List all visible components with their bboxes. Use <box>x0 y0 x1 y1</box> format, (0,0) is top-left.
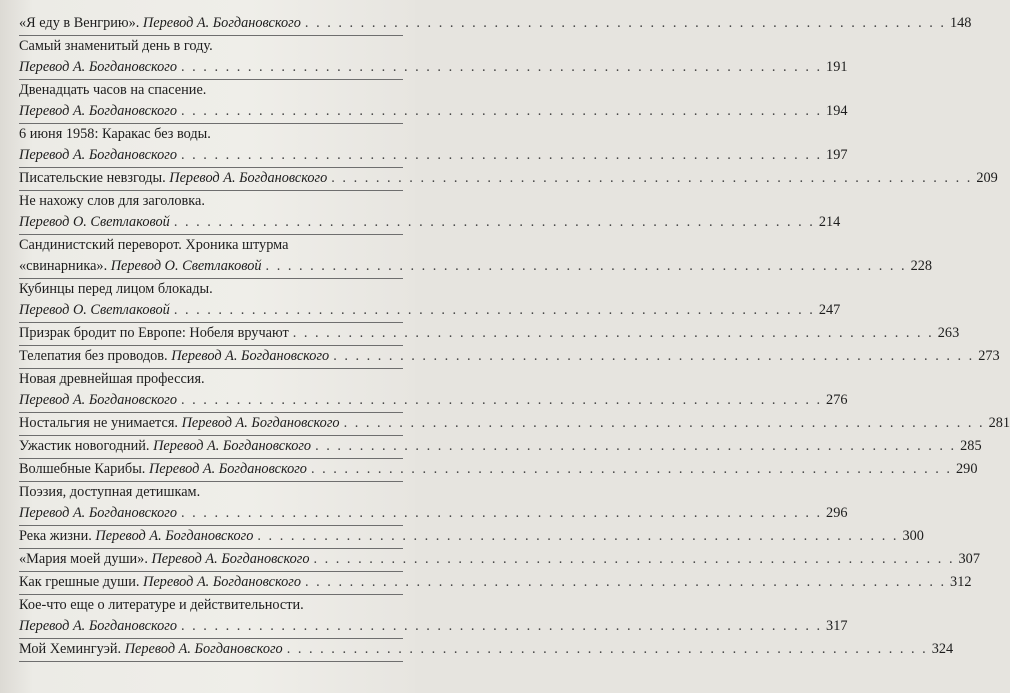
toc-entry-translator: Перевод А. Богдановского <box>19 147 177 163</box>
toc-entry-text <box>19 279 213 300</box>
toc-entry-title: Писательские невзгоды. <box>19 170 166 186</box>
page-number: 194 <box>826 103 848 119</box>
toc-entry-text <box>19 101 177 122</box>
toc-entry-translator: Перевод А. Богдановского <box>19 59 177 75</box>
toc-entry-text <box>19 595 304 616</box>
toc-line <box>19 279 403 300</box>
toc-line <box>19 390 848 411</box>
toc-line <box>19 13 972 34</box>
toc-entry <box>19 36 848 80</box>
page-number: 317 <box>826 618 848 634</box>
toc-entry-text <box>19 346 329 367</box>
toc-entry-translator: Перевод А. Богдановского <box>169 170 328 186</box>
toc-entry <box>19 572 972 595</box>
toc-line <box>19 413 1010 434</box>
toc-entry <box>19 168 998 191</box>
toc-line <box>19 300 841 321</box>
toc-entry-translator: Перевод А. Богдановского <box>124 641 283 657</box>
page-number: 285 <box>960 438 982 454</box>
toc-entry-text <box>19 256 262 277</box>
toc-entry-title: Ностальгия не унимается. <box>19 415 178 431</box>
toc-entry-title: Сандинистский переворот. Хроника штурма <box>19 237 289 253</box>
toc-entry-translator: Перевод А. Богдановского <box>19 505 177 521</box>
toc-entry-translator: Перевод О. Светлаковой <box>19 302 170 318</box>
toc-entry-title: Призрак бродит по Европе: Нобеля вручают <box>19 325 289 341</box>
toc-line <box>19 101 848 122</box>
toc-line <box>19 369 403 390</box>
toc-entry-title: 6 июня 1958: Каракас без воды. <box>19 126 211 142</box>
toc-entry-text <box>19 459 307 480</box>
dot-leader <box>174 212 815 233</box>
dot-leader <box>287 639 928 660</box>
toc-entry <box>19 369 848 413</box>
toc-line <box>19 595 403 616</box>
toc-entry <box>19 80 848 124</box>
toc-entry-title: Как грешные души. <box>19 574 140 590</box>
toc-entry-text <box>19 212 170 233</box>
toc-entry <box>19 413 1010 436</box>
toc-entry <box>19 549 980 572</box>
toc-entry <box>19 526 924 549</box>
dot-leader <box>257 526 898 547</box>
page-number: 263 <box>937 325 960 341</box>
page-number: 214 <box>818 214 841 230</box>
toc-entry-title: Кое-что еще о литературе и действительности. <box>19 597 304 613</box>
page-number: 312 <box>950 574 972 590</box>
page-number: 191 <box>826 59 848 75</box>
toc-entry-text <box>19 13 301 34</box>
toc-entry-title: «свинарника». <box>19 258 108 274</box>
toc-entry <box>19 191 841 235</box>
toc-entry-text <box>19 300 170 321</box>
toc-entry-title: Поэзия, доступная детишкам. <box>19 484 201 500</box>
toc-entry-text <box>19 57 177 78</box>
toc-line <box>19 191 403 212</box>
toc-line <box>19 57 848 78</box>
toc-entry <box>19 235 933 279</box>
toc-entry-translator: Перевод А. Богдановского <box>151 551 310 567</box>
toc-line <box>19 235 403 256</box>
page-number: 307 <box>958 551 980 567</box>
toc-entry-text <box>19 168 327 189</box>
toc-entry-text <box>19 36 213 57</box>
toc-line <box>19 346 1000 367</box>
dot-leader <box>181 616 822 637</box>
dot-leader <box>344 413 985 434</box>
dot-leader <box>313 549 954 570</box>
dot-leader <box>305 572 946 593</box>
dot-leader <box>315 436 956 457</box>
dot-leader <box>331 168 972 189</box>
toc-entry-text <box>19 145 177 166</box>
toc-entry <box>19 595 848 639</box>
page-number: 273 <box>978 348 1000 364</box>
toc-entry-text <box>19 526 253 547</box>
toc-entry-text <box>19 191 205 212</box>
dot-leader <box>266 256 907 277</box>
toc-line <box>19 168 998 189</box>
toc-line <box>19 256 933 277</box>
toc-entry <box>19 639 954 662</box>
dot-leader <box>305 13 946 34</box>
toc-entry-title: Телепатия без проводов. <box>19 348 168 364</box>
toc-line <box>19 459 978 480</box>
toc-entry-translator: Перевод А. Богдановского <box>19 618 177 634</box>
dot-leader <box>293 323 934 344</box>
toc-line <box>19 124 403 145</box>
toc-entry <box>19 459 978 482</box>
toc-entry-text <box>19 549 309 570</box>
toc-entry-title: Не нахожу слов для заголовка. <box>19 193 205 209</box>
dot-leader <box>174 300 815 321</box>
toc-entry-title: Самый знаменитый день в году. <box>19 38 213 54</box>
toc-entry-translator: Перевод А. Богдановского <box>142 15 301 31</box>
dot-leader <box>311 459 952 480</box>
toc-entry-translator: Перевод О. Светлаковой <box>110 258 262 274</box>
toc-entry <box>19 124 848 168</box>
toc-line <box>19 323 960 344</box>
dot-leader <box>181 390 822 411</box>
toc-entry-title: «Я еду в Венгрию». <box>19 15 140 31</box>
toc-line <box>19 572 972 593</box>
toc-entry-text <box>19 323 289 344</box>
toc-entry-title: Волшебные Карибы. <box>19 461 146 477</box>
toc-entry <box>19 13 972 36</box>
toc-entry-text <box>19 413 340 434</box>
toc-line <box>19 482 403 503</box>
toc-entry <box>19 323 960 346</box>
toc-entry <box>19 436 982 459</box>
toc-entry-text <box>19 124 211 145</box>
page-number: 300 <box>902 528 924 544</box>
toc-entry-text <box>19 503 177 524</box>
toc-line <box>19 616 848 637</box>
toc-line <box>19 526 924 547</box>
toc-entry <box>19 346 1000 369</box>
page-number: 290 <box>956 461 978 477</box>
toc-line <box>19 145 848 166</box>
page-number: 148 <box>949 15 972 31</box>
dot-leader <box>181 101 822 122</box>
toc-entry-title: Ужастик новогодний. <box>19 438 150 454</box>
page-number: 228 <box>910 258 933 274</box>
page-number: 247 <box>818 302 841 318</box>
toc-entry-text <box>19 482 200 503</box>
toc-entry-text <box>19 390 177 411</box>
toc-entry <box>19 279 841 323</box>
toc-entry-translator: Перевод А. Богдановского <box>19 392 177 408</box>
page-number: 209 <box>976 170 998 186</box>
toc-entry-translator: Перевод А. Богдановского <box>148 461 307 477</box>
toc-entry-translator: Перевод А. Богдановского <box>153 438 312 454</box>
toc-line <box>19 503 848 524</box>
toc-line <box>19 36 403 57</box>
toc-line <box>19 212 841 233</box>
toc-entry-translator: Перевод А. Богдановского <box>95 528 254 544</box>
toc-entry-translator: Перевод О. Светлаковой <box>19 214 170 230</box>
page-number: 296 <box>826 505 848 521</box>
toc-entry-title: Двенадцать часов на спасение. <box>19 82 207 98</box>
toc-entry-title: Мой Хемингуэй. <box>19 641 122 657</box>
toc-entry-translator: Перевод А. Богдановского <box>143 574 301 590</box>
toc-line <box>19 80 403 101</box>
toc-line <box>19 436 982 457</box>
toc-entry-translator: Перевод А. Богдановского <box>19 103 177 119</box>
page-number: 324 <box>931 641 954 657</box>
dot-leader <box>181 57 822 78</box>
toc-entry-text <box>19 572 301 593</box>
toc-entry-title: Река жизни. <box>19 528 92 544</box>
toc-entry-text <box>19 80 206 101</box>
toc-entry-text <box>19 436 311 457</box>
toc-entry-text <box>19 639 283 660</box>
toc-line <box>19 639 954 660</box>
toc-entry-title: «Мария моей души». <box>19 551 148 567</box>
toc-entry-text <box>19 235 288 256</box>
toc-entry <box>19 482 848 526</box>
toc-entry-translator: Перевод А. Богдановского <box>171 348 330 364</box>
table-of-contents <box>19 13 1010 662</box>
toc-entry-text <box>19 369 205 390</box>
page-number: 276 <box>826 392 848 408</box>
dot-leader <box>181 503 822 524</box>
toc-entry-title: Кубинцы перед лицом блокады. <box>19 281 213 297</box>
toc-entry-translator: Перевод А. Богдановского <box>181 415 340 431</box>
toc-line <box>19 549 980 570</box>
dot-leader <box>333 346 974 367</box>
dot-leader <box>181 145 822 166</box>
toc-entry-title: Новая древнейшая профессия. <box>19 371 205 387</box>
page-number: 281 <box>988 415 1010 431</box>
toc-entry-text <box>19 616 177 637</box>
page-number: 197 <box>826 147 848 163</box>
